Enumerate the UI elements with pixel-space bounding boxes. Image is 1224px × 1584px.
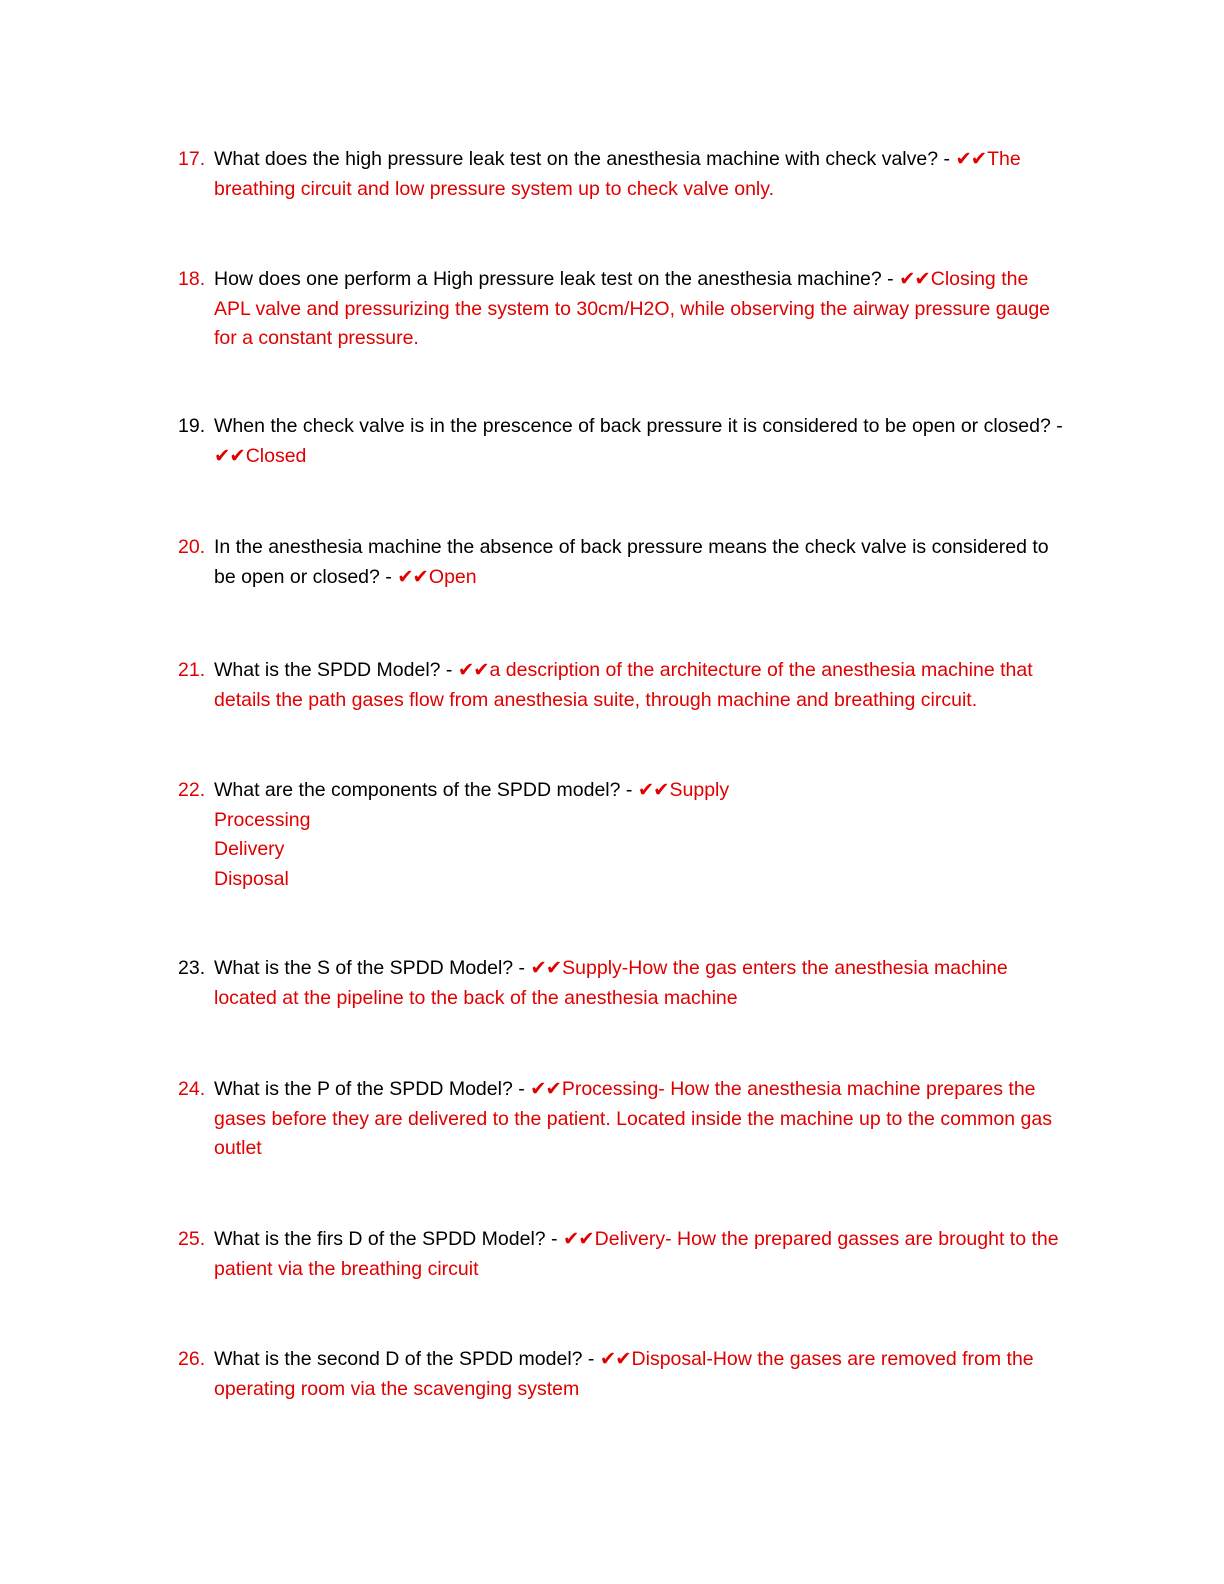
answer-text: Closed [245, 444, 307, 467]
double-check-icon: ✔✔ [955, 148, 987, 170]
question-text: What is the firs D of the SPDD Model? [214, 1228, 546, 1250]
answer-text: Open [428, 565, 477, 588]
double-check-icon: ✔✔ [530, 957, 562, 979]
answer-line: Delivery [214, 838, 285, 860]
separator: - [582, 1348, 600, 1370]
item-body [214, 1225, 1068, 1284]
qa-item [178, 1225, 1068, 1284]
answer-line: Processing [214, 808, 311, 831]
separator: - [938, 148, 956, 170]
item-body [214, 145, 1068, 204]
qa-item [178, 145, 1068, 204]
answer-text: a description of the architecture of the anesthesia machine that details the path gases flow from anesthesia suite, through machine and breathing circuit. [214, 659, 1033, 711]
item-number: 24. [178, 1078, 206, 1100]
double-check-icon: ✔✔ [214, 444, 245, 467]
answer-text: Closing the APL valve and pressurizing the system to 30cm/H2O, while observing the airway pressure gauge for a constant pressure. [214, 268, 1051, 349]
separator: - [512, 1078, 531, 1100]
double-check-icon: ✔✔ [397, 565, 428, 588]
qa-item [178, 1345, 1068, 1404]
item-body [214, 265, 1068, 354]
question-text: What are the components of the SPDD model? [214, 779, 621, 801]
item-body [214, 412, 1068, 471]
question-text: In the anesthesia machine the absence of back pressure means the check valve is considered to be open or closed? [214, 536, 1049, 588]
answer-text: The breathing circuit and low pressure system up to check valve only. [214, 148, 1021, 200]
item-number: 23. [178, 957, 206, 979]
item-body [214, 954, 1068, 1013]
question-text: What is the second D of the SPDD model? [214, 1348, 583, 1370]
question-text: What is the P of the SPDD Model? [214, 1078, 513, 1100]
item-number: 21. [178, 659, 206, 681]
qa-item [178, 776, 1068, 894]
qa-item [178, 954, 1068, 1013]
item-number: 20. [178, 536, 206, 558]
separator: - [513, 957, 531, 979]
item-body [214, 656, 1068, 715]
item-number: 17. [178, 148, 206, 170]
item-number: 19. [178, 415, 206, 437]
item-number: 18. [178, 268, 206, 290]
separator: - [440, 659, 458, 681]
item-body [214, 533, 1068, 592]
qa-item [178, 412, 1068, 471]
answer-text: Supply [669, 779, 730, 801]
qa-item [178, 265, 1068, 354]
item-body [214, 1345, 1068, 1404]
qa-item [178, 656, 1068, 715]
separator: - [379, 565, 398, 588]
separator: - [545, 1228, 563, 1250]
answer-text: Supply-How the gas enters the anesthesia machine located at the pipeline to the back of the anesthesia machine [214, 957, 1008, 1009]
item-number: 25. [178, 1228, 206, 1250]
question-text: What is the SPDD Model? [214, 659, 441, 681]
item-body [214, 776, 1068, 894]
double-check-icon: ✔✔ [530, 1078, 561, 1100]
answer-text: Disposal-How the gases are removed from the operating room via the scavenging system [214, 1348, 1034, 1400]
double-check-icon: ✔✔ [637, 779, 669, 801]
double-check-icon: ✔✔ [599, 1348, 631, 1370]
question-text: What is the S of the SPDD Model? [214, 957, 514, 979]
answer-text: Delivery- How the prepared gasses are brought to the patient via the breathing circuit [214, 1228, 1059, 1280]
question-text: When the check valve is in the prescence of back pressure it is considered to be open or closed? [214, 415, 1051, 437]
item-body [214, 1075, 1068, 1164]
item-number: 26. [178, 1348, 206, 1370]
double-check-icon: ✔✔ [899, 268, 930, 290]
question-text: How does one perform a High pressure leak test on the anesthesia machine? [214, 268, 882, 290]
qa-item [178, 533, 1068, 592]
answer-line: Disposal [214, 867, 289, 890]
double-check-icon: ✔✔ [457, 659, 489, 681]
separator: - [881, 268, 900, 290]
separator: - [620, 779, 638, 801]
double-check-icon: ✔✔ [562, 1228, 594, 1250]
item-number: 22. [178, 779, 206, 801]
qa-item [178, 1075, 1068, 1164]
answer-text: Processing- How the anesthesia machine prepares the gases before they are delivered to the patient. Located inside the machine up to the common gas outlet [214, 1078, 1052, 1159]
separator: - [1050, 415, 1063, 437]
question-text: What does the high pressure leak test on the anesthesia machine with check valve? [214, 148, 939, 170]
